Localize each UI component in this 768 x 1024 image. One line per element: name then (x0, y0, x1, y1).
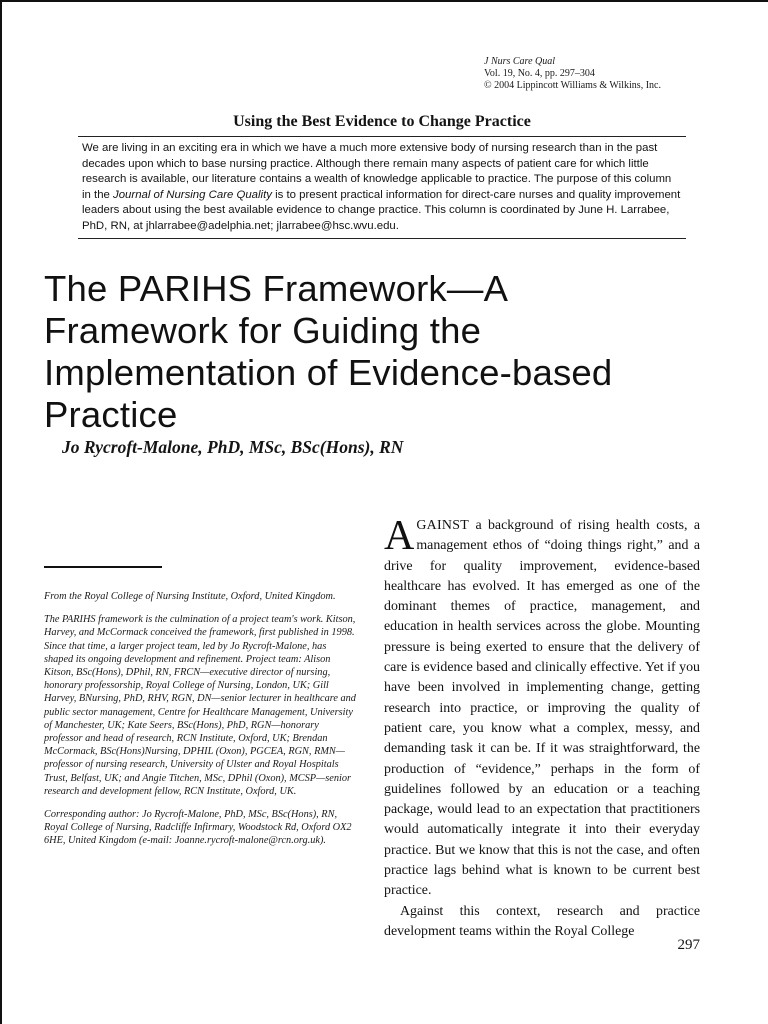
journal-name: J Nurs Care Qual (484, 56, 556, 67)
column-desc-part1: We are living in an exciting era in which we have a much more extensive body of nursing research than in the past decades upon which to base nursing practice. Although there remain many aspects of patient care for which little research is available, our literature contains a wealth of knowledge applicable to practice. The purpose of this column in the (82, 142, 672, 201)
column-title: Using the Best Evidence to Change Practice (78, 112, 686, 137)
article-title: The PARIHS Framework—A Framework for Guiding the Implementation of Evidence-based Practice (44, 268, 613, 435)
project-team-note: The PARIHS framework is the culmination of a project team's work. Kitson, Harvey, and McCormack conceived the framework, first published in 1998. Since that time, a larger project team, led by Jo Rycroft-Malone, has shaped its ongoing development and refinement. Project team: Alison Kitson, BSc(Hons), DPhil, RN, FRCN—executive director of nursing, honorary professorship, Royal College of Nursing, London, UK; Gill Harvey, BNursing, PhD, RHV, RGN, DN—senior lecturer in healthcare and public sector management, Centre for Healthcare Management, University of Manchester, UK; Kate Seers, BSc(Hons), PhD, RGN—honorary professor and head of research, RCN Institute, Oxford, UK; Brendan McCormack, BSc(Hons)Nursing, DPHIL (Oxon), PGCEA, RGN, RMN—professor of nursing research, University of Ulster and Royal Hospitals Trust, Belfast, UK; and Angie Titchen, MSc, DPhil (Oxon), MCSP—senior research and development fellow, RCN Institute, Oxford, UK. (44, 614, 356, 797)
body-paragraph-2: Against this context, research and practice development teams within the Royal College (384, 903, 700, 939)
article-body (384, 513, 700, 942)
paragraph-1-text: a background of rising health costs, a management ethos of “doing things right,” and a drive for quality improvement, evidence-based healthcare has evolved. It has emerged as one of the dominant themes of practice, management, and education in health services across the globe. Mounting pressure is being exerted to ensure that the delivery of care is evidence based and clinically effective. Yet if you have been involved in implementing change, getting research into practice, or improving the quality of patient care, you know what a complex, messy, and demanding task it can be. If it was straightforward, the production of “evidence,” perhaps in the form of guidelines followed by an education or a teaching package, would lead to an expectation that practitioners would automatically integrate it into their everyday practice. But we know that this is not the case, and often practice lags behind what is known to be current best practice. (384, 518, 700, 899)
affiliation-note: From the Royal College of Nursing Institute, Oxford, United Kingdom. (44, 591, 336, 602)
column-desc-part2: is to present practical information for direct-care nurses and quality improvement leaders about using the best available evidence to change practice. This column is coordinated by June H. Larrabee, PhD, RN, at jhlarrabee@adelphia.net; jlarrabee@hsc.wvu.edu. (82, 188, 681, 232)
top-border-rule (0, 0, 768, 2)
copyright-line: © 2004 Lippincott Williams & Wilkins, Inc. (484, 80, 661, 91)
corresponding-author-note: Corresponding author: Jo Rycroft-Malone, PhD, MSc, BSc(Hons), RN, Royal College of Nursing, Radcliffe Infirmary, Woodstock Rd, Oxford OX2 6HE, United Kingdom (e-mail: Joanne.rycroft-malone@rcn.org.uk). (44, 809, 352, 847)
footnote-divider (44, 566, 162, 568)
column-desc-journal: Journal of Nursing Care Quality (113, 188, 272, 201)
left-border-rule (0, 0, 2, 1024)
author-byline: Jo Rycroft-Malone, PhD, MSc, BSc(Hons), RN (62, 437, 404, 457)
journal-citation (484, 56, 661, 92)
column-description (78, 137, 686, 239)
column-header-box (78, 112, 686, 239)
body-paragraph-1 (384, 513, 700, 902)
volume-info: Vol. 19, No. 4, pp. 297–304 (484, 68, 595, 79)
drop-cap-letter: A (384, 513, 415, 559)
lead-caps: GAINST (416, 518, 470, 533)
page-number: 297 (677, 937, 700, 953)
author-notes (44, 590, 358, 858)
